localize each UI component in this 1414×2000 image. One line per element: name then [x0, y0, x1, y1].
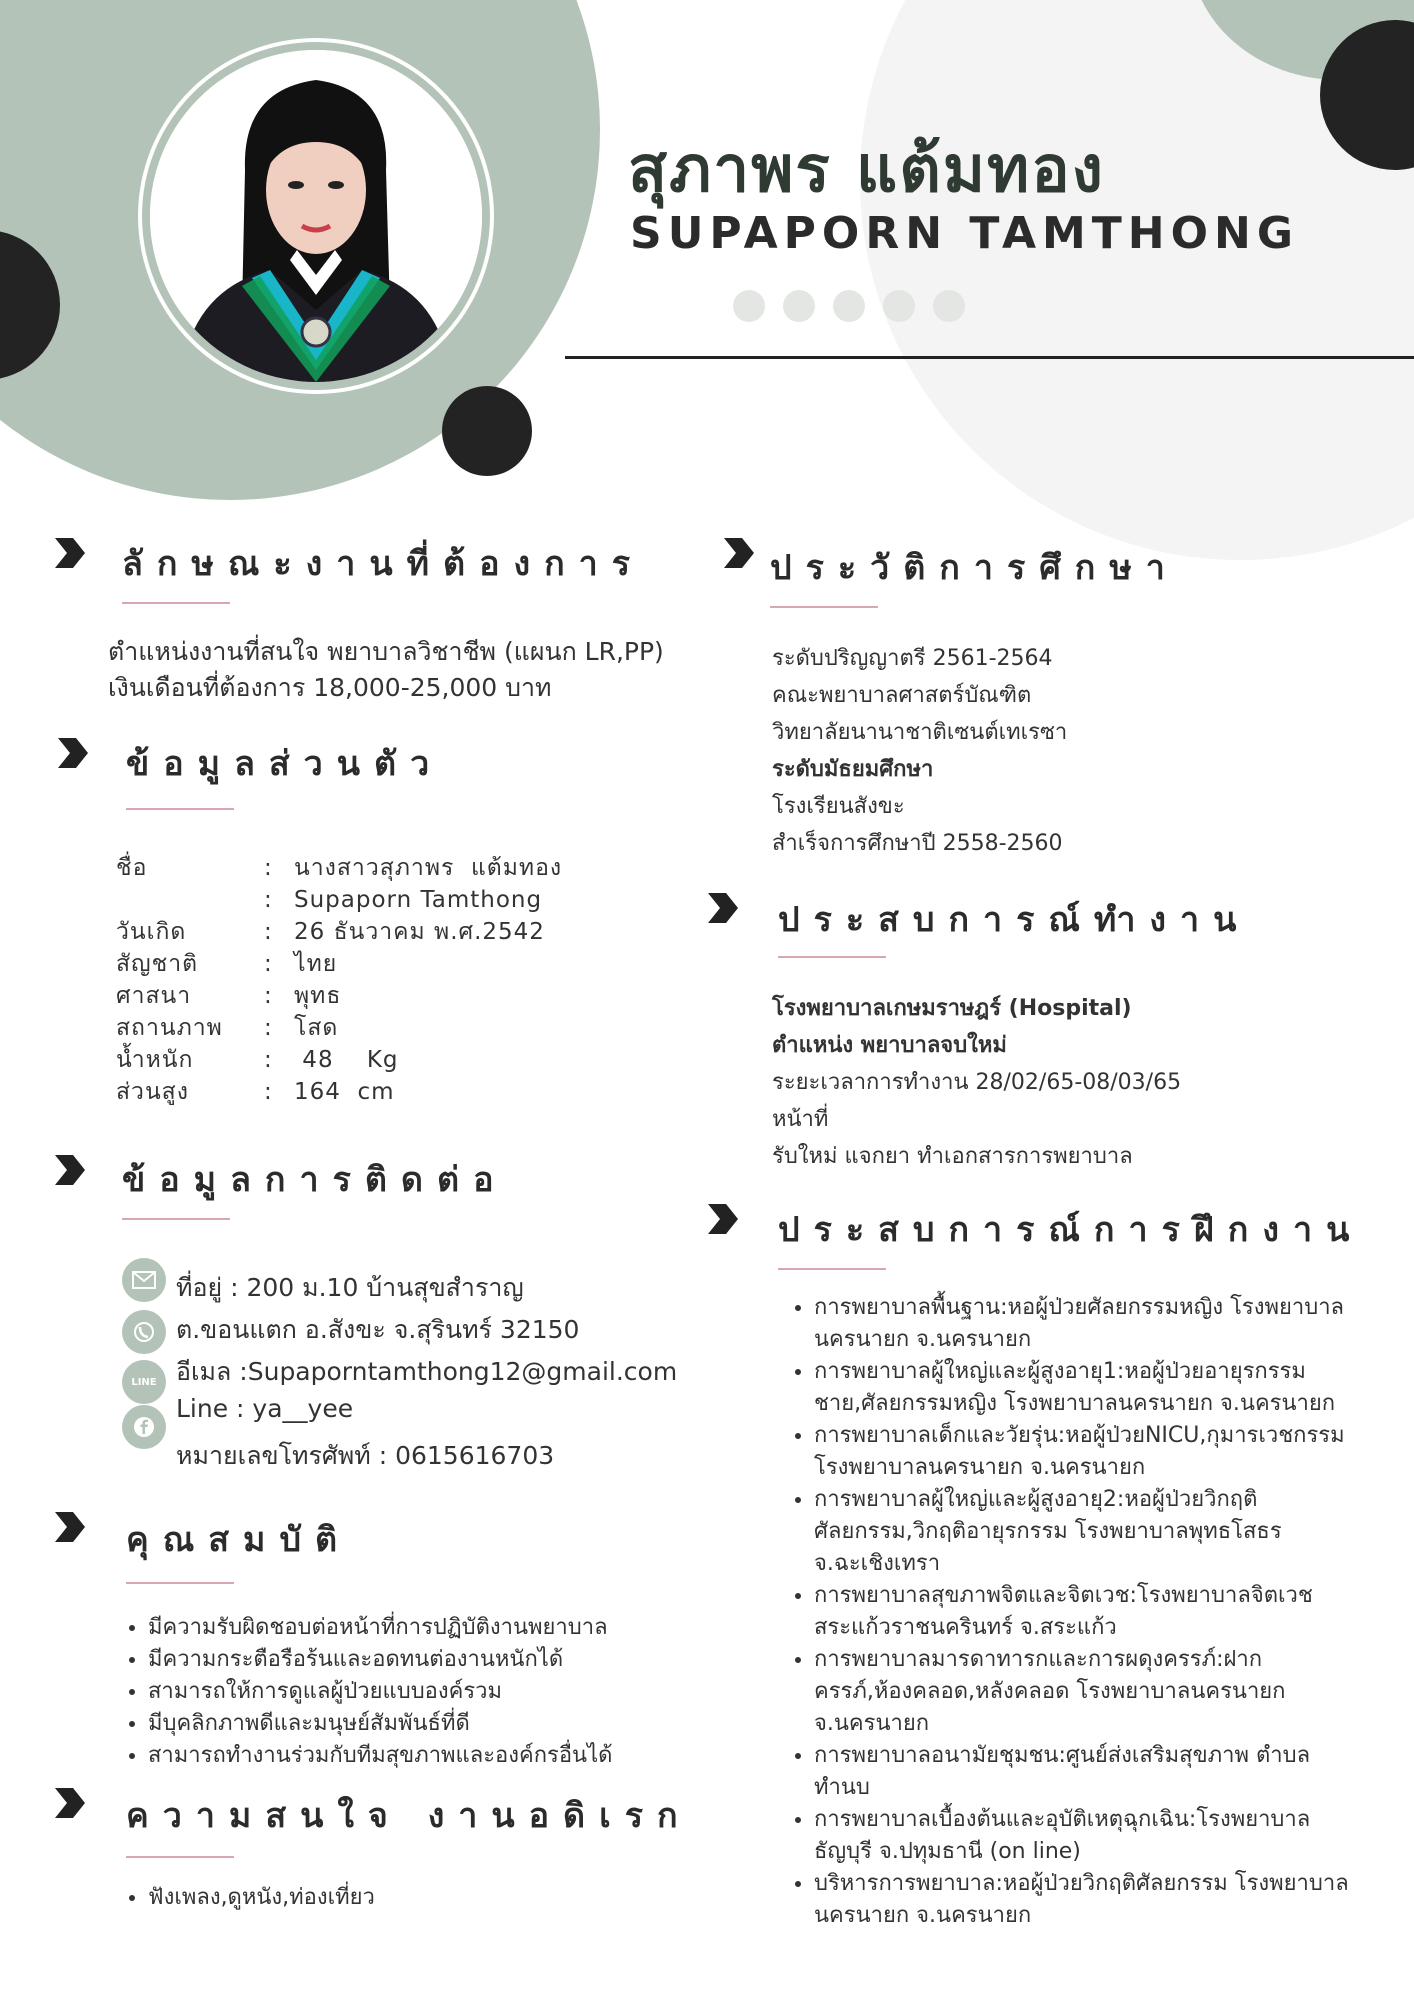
phone-icon — [122, 1310, 166, 1354]
decorative-circle-bottom — [442, 386, 532, 476]
list-item: • มีความรับผิดชอบต่อหน้าที่การปฏิบัติงานพยาบาล — [148, 1612, 680, 1644]
personal-info-label: ศาสนา — [116, 983, 192, 1009]
detail-line: ระยะเวลาการทำงาน 28/02/65-08/03/65 — [772, 1070, 1182, 1095]
personal-info-table — [116, 852, 636, 1108]
list-item: • การพยาบาลสุขภาพจิตและจิตเวช:โรงพยาบาลจิตเวชสระแก้วราชนครินทร์ จ.สระแก้ว — [814, 1580, 1360, 1644]
pagination-dots — [733, 290, 965, 322]
list-item: • บริหารการพยาบาล:หอผู้ป่วยวิกฤติศัลยกรรม โรงพยาบาลนครนายก จ.นครนายก — [814, 1868, 1360, 1932]
decorative-dot — [733, 290, 765, 322]
section-underline — [126, 1582, 234, 1584]
list-item: • การพยาบาลผู้ใหญ่และผู้สูงอายุ2:หอผู้ป่วยวิกฤติศัลยกรรม,วิกฤติอายุรกรรม โรงพยาบาลพุทธโสธร จ.ฉะเชิงเทรา — [814, 1484, 1360, 1580]
chevron-right-icon — [708, 893, 738, 923]
list-item: • สามารถให้การดูแลผู้ป่วยแบบองค์รวม — [148, 1676, 680, 1708]
decorative-dot — [883, 290, 915, 322]
section-underline — [770, 606, 878, 608]
section-title-qualifications: คุณสมบัติ — [126, 1520, 352, 1560]
decorative-dot — [783, 290, 815, 322]
list-item: • มีความกระตือรือร้นและอดทนต่องานหนักได้ — [148, 1644, 680, 1676]
personal-info-row — [116, 852, 636, 884]
decorative-dot — [833, 290, 865, 322]
personal-info-separator: : — [264, 919, 273, 945]
section-title-contact: ข้อมูลการติดต่อ — [122, 1160, 508, 1200]
list-item: • สามารถทำงานร่วมกับทีมสุขภาพและองค์กรอื่นได้ — [148, 1740, 680, 1772]
personal-info-row — [116, 948, 636, 980]
contact-phone: หมายเลขโทรศัพท์ : 0615616703 — [176, 1441, 555, 1470]
profile-photo-illustration — [150, 50, 482, 382]
section-underline — [122, 602, 230, 604]
section-underline — [778, 1268, 886, 1270]
list-item: • การพยาบาลมารดาทารกและการผดุงครรภ์:ฝากครรภ์,ห้องคลอด,หลังคลอด โรงพยาบาลนครนายก จ.นครนายก — [814, 1644, 1360, 1740]
personal-info-row — [116, 980, 636, 1012]
list-item: • การพยาบาลพื้นฐาน:หอผู้ป่วยศัลยกรรมหญิง โรงพยาบาลนครนายก จ.นครนายก — [814, 1292, 1360, 1356]
personal-info-value: 164 cm — [294, 1079, 395, 1105]
personal-info-label: ส่วนสูง — [116, 1079, 189, 1105]
personal-info-row — [116, 1012, 636, 1044]
qualifications-list — [120, 1612, 680, 1772]
section-underline — [126, 808, 234, 810]
name-thai: สุภาพร แต้มทอง — [628, 133, 1105, 207]
personal-info-separator: : — [264, 1047, 273, 1073]
hobbies-list — [120, 1882, 680, 1914]
detail-line: โรงเรียนสังขะ — [772, 794, 905, 819]
job-salary: เงินเดือนที่ต้องการ 18,000-25,000 บาท — [108, 673, 552, 702]
section-underline — [122, 1218, 230, 1220]
personal-info-row — [116, 1076, 636, 1108]
chevron-right-icon — [708, 1204, 738, 1234]
section-title-training: ประสบการณ์การฝึกงาน — [778, 1210, 1364, 1250]
photo-frame — [138, 38, 494, 394]
work-details — [772, 990, 1181, 1175]
list-item: • การพยาบาลเด็กและวัยรุ่น:หอผู้ป่วยNICU,กุมารเวชกรรม โรงพยาบาลนครนายก จ.นครนายก — [814, 1420, 1360, 1484]
personal-info-label: น้ำหนัก — [116, 1047, 194, 1073]
list-item: • การพยาบาลเบื้องต้นและอุบัติเหตุฉุกเฉิน:โรงพยาบาลธัญบุรี จ.ปทุมธานี (on line) — [814, 1804, 1360, 1868]
detail-line: รับใหม่ แจกยา ทำเอกสารการพยาบาล — [772, 1144, 1133, 1169]
personal-info-value: 26 ธันวาคม พ.ศ.2542 — [294, 919, 545, 945]
personal-info-value: ไทย — [294, 951, 338, 977]
detail-line: สำเร็จการศึกษาปี 2558-2560 — [772, 831, 1063, 856]
list-item: • การพยาบาลอนามัยชุมชน:ศูนย์ส่งเสริมสุขภาพ ตำบลทำนบ — [814, 1740, 1360, 1804]
personal-info-value: โสด — [294, 1015, 339, 1041]
job-position: ตำแหน่งงานที่สนใจ พยาบาลวิชาชีพ (แผนก LR,PP) — [108, 637, 664, 666]
personal-info-separator: : — [264, 855, 273, 881]
personal-info-separator: : — [264, 1015, 273, 1041]
section-underline — [126, 1856, 234, 1858]
personal-info-value: พุทธ — [294, 983, 342, 1009]
facebook-icon — [122, 1405, 166, 1449]
contact-line-id: Line : ya__yee — [176, 1394, 354, 1423]
list-item: • ฟังเพลง,ดูหนัง,ท่องเที่ยว — [148, 1882, 680, 1914]
personal-info-value: นางสาวสุภาพร แต้มทอง — [294, 855, 563, 881]
detail-line: หน้าที่ — [772, 1107, 829, 1132]
personal-info-label: วันเกิด — [116, 919, 187, 945]
detail-line: ตำแหน่ง พยาบาลจบใหม่ — [772, 1033, 1007, 1058]
detail-line: วิทยาลัยนานาชาติเซนต์เทเรซา — [772, 720, 1068, 745]
header-divider — [565, 356, 1414, 359]
chevron-right-icon — [55, 1155, 85, 1185]
chevron-right-icon — [724, 538, 754, 568]
section-title-education: ประวัติการศึกษา — [770, 548, 1179, 588]
chevron-right-icon — [58, 738, 88, 768]
chevron-right-icon — [55, 1512, 85, 1542]
personal-info-separator: : — [264, 983, 273, 1009]
personal-info-label: สถานภาพ — [116, 1015, 223, 1041]
personal-info-label: สัญชาติ — [116, 951, 199, 977]
personal-info-label: ชื่อ — [116, 855, 148, 881]
detail-line: โรงพยาบาลเกษมราษฎร์ (Hospital) — [772, 996, 1132, 1021]
decorative-dot — [933, 290, 965, 322]
personal-info-row — [116, 1044, 636, 1076]
contact-address-line2: ต.ขอนแตก อ.สังขะ จ.สุรินทร์ 32150 — [176, 1315, 580, 1344]
line-icon: LINE — [122, 1360, 166, 1404]
profile-photo — [142, 42, 490, 390]
contact-address-line1: ที่อยู่ : 200 ม.10 บ้านสุขสำราญ — [176, 1273, 524, 1302]
name-english: SUPAPORN TAMTHONG — [630, 208, 1299, 259]
mail-icon — [122, 1258, 166, 1302]
list-item: • การพยาบาลผู้ใหญ่และผู้สูงอายุ1:หอผู้ป่วยอายุรกรรมชาย,ศัลยกรรมหญิง โรงพยาบาลนครนายก จ.นครนายก — [814, 1356, 1360, 1420]
section-title-work: ประสบการณ์ทำงาน — [778, 900, 1251, 940]
section-underline — [778, 956, 886, 958]
list-item: • มีบุคลิกภาพดีและมนุษย์สัมพันธ์ที่ดี — [148, 1708, 680, 1740]
section-title-hobbies: ความสนใจ งานอดิเรก — [126, 1796, 692, 1836]
training-list — [784, 1292, 1360, 1932]
personal-info-row — [116, 884, 636, 916]
detail-line: คณะพยาบาลศาสตร์บัณฑิต — [772, 683, 1032, 708]
personal-info-value: 48 Kg — [294, 1047, 399, 1073]
education-details — [772, 640, 1067, 862]
contact-email[interactable]: อีเมล :Supaporntamthong12@gmail.com — [176, 1357, 678, 1386]
section-title-job: ลักษณะงานที่ต้องการ — [122, 544, 645, 584]
personal-info-value: Supaporn Tamthong — [294, 887, 543, 913]
detail-line: ระดับปริญญาตรี 2561-2564 — [772, 646, 1053, 671]
chevron-right-icon — [55, 1788, 85, 1818]
personal-info-separator: : — [264, 951, 273, 977]
section-title-personal: ข้อมูลส่วนตัว — [126, 744, 444, 784]
chevron-right-icon — [55, 538, 85, 568]
detail-line: ระดับมัธยมศึกษา — [772, 757, 934, 782]
personal-info-separator: : — [264, 1079, 273, 1105]
personal-info-separator: : — [264, 887, 273, 913]
personal-info-row — [116, 916, 636, 948]
